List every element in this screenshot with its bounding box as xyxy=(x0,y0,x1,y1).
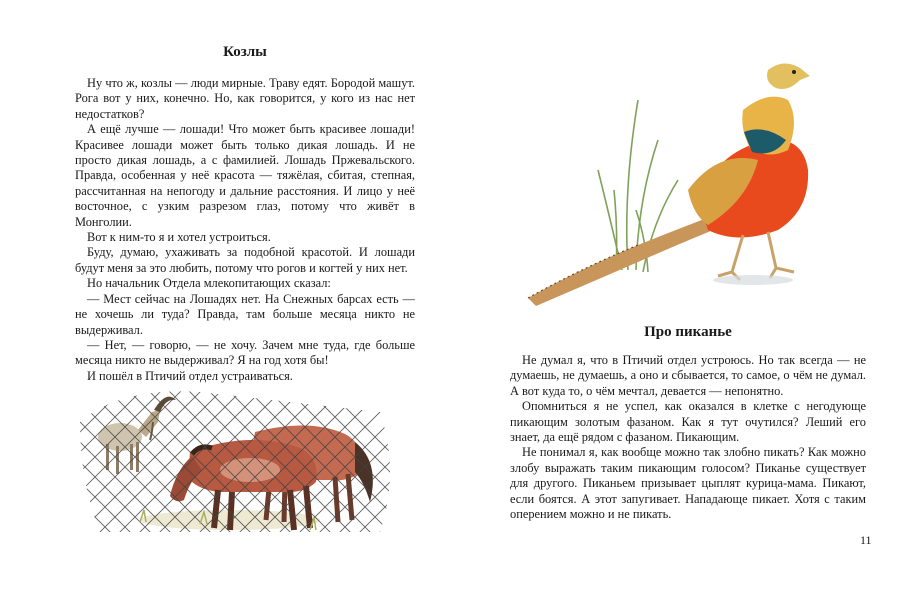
page-number: 11 xyxy=(860,533,872,547)
goat-and-horses-illustration xyxy=(80,382,400,542)
golden-pheasant-illustration xyxy=(518,40,838,310)
paragraph: Ну что ж, козлы — люди мирные. Траву едят. Бородой машут. Рога вот у них, конечно. Но, как говорится, у кого из нас нет недостатков? xyxy=(75,76,415,121)
pheasant-tail xyxy=(528,210,733,306)
pheasant-legs xyxy=(718,232,794,280)
paragraph: И пошёл в Птичий отдел устраиваться. xyxy=(87,368,293,383)
right-text-block xyxy=(510,353,866,522)
paragraph: Не думал я, что в Птичий отдел устроюсь. Но так всегда — не думаешь, не думаешь, а оно и сбывается, то самое, о чём не думал. А вот куда то, о чём мечтал, девается — непонятно. xyxy=(510,353,866,398)
chapter-title-pro-pikanie: Про пиканье xyxy=(644,324,732,340)
paragraph: Буду, думаю, ухаживать за подобной красотой. И лошади будут меня за это любить, потому что рогов и когтей у них нет. xyxy=(75,245,415,275)
left-text-block xyxy=(75,76,415,384)
chapter-title-kozly: Козлы xyxy=(223,44,267,60)
paragraph: Не понимал я, как вообще можно так злобно пикать? Как можно злобу выражать таким пикающим голосом? Пиканье существует для другого. Пиканьем призывает цыплят курица-мама. Пикают, если боятся. А этот запугивает. Нападающе пикает. Хотя с таким оперением можно и не пикать. xyxy=(510,445,866,522)
right-page xyxy=(458,0,917,589)
left-page xyxy=(0,0,458,589)
paragraph: — Нет, — говорю, — не хочу. Зачем мне туда, где больше месяца никто не выдерживал? Я на год хотя бы! xyxy=(75,337,415,368)
paragraph: А ещё лучше — лошади! Что может быть красивее лошади! Красивее лошади может быть только дикая лошадь. И не просто дикая лошадь, а с фамилией. Лошадь Пржевальского. Правда, особенная у неё красота — тяжёлая, сбитая, степная, рассчитанная на непогоду и дальние расстояния. И лицо у неё восточное, с узким разрезом глаз, потому что живёт в Монголии. xyxy=(75,122,415,229)
paragraph: Но начальник Отдела млекопитающих сказал: xyxy=(87,276,331,291)
paragraph: Вот к ним-то я и хотел устроиться. xyxy=(87,230,271,245)
paragraph: Опомниться я не успел, как оказался в клетке с негодующе пикающим золотым фазаном. Как я тут очутился? Леший его знает, да ещё рядом с фазаном. Пикающим. xyxy=(510,399,866,445)
paragraph: — Мест сейчас на Лошадях нет. На Снежных барсах есть — не хочешь ли туда? Правда, там больше месяца никто не выдерживал. xyxy=(75,291,415,337)
